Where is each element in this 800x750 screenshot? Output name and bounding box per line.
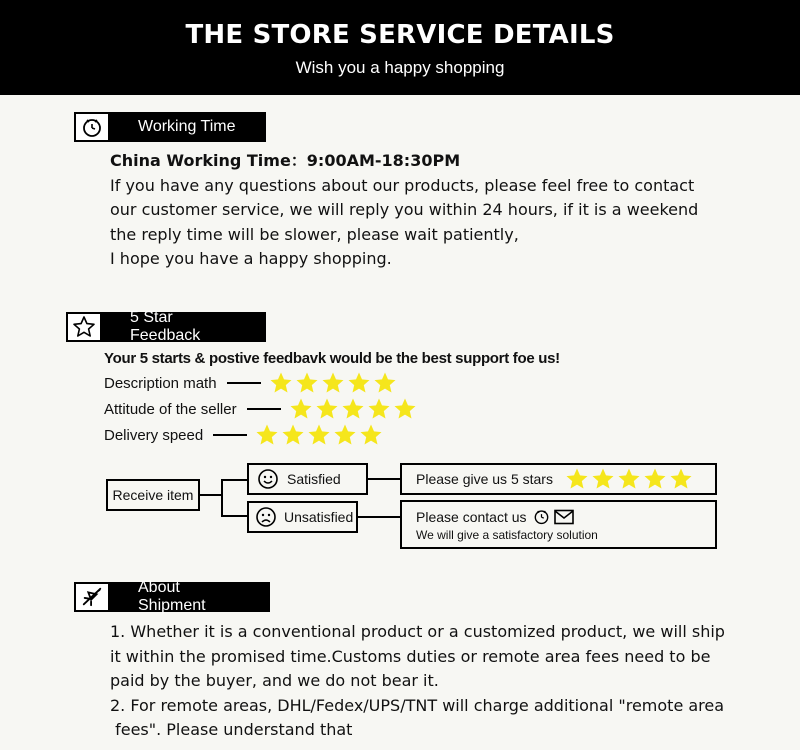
satisfied-label: Satisfied [287,471,341,487]
section-label: 5 Star Feedback [102,312,266,342]
star-icon [295,371,319,395]
page-title: THE STORE SERVICE DETAILS [185,20,615,50]
connector-line [221,479,247,481]
rating-label: Delivery speed [104,426,204,444]
star-icon [367,397,391,421]
star-rating [565,467,695,491]
contact-subtext: We will give a satisfactory solution [416,528,598,542]
rating-row [104,397,419,421]
star-icon [393,397,417,421]
star-rating [255,423,385,447]
star-icon [321,371,345,395]
star-icon [347,371,371,395]
star-icon [359,423,383,447]
star-icon [333,423,357,447]
clock-icon [74,112,110,142]
text-line: the reply time will be slower, please wait patiently, [110,224,519,244]
text-line: fees". Please understand that [110,720,353,739]
text-line: it within the promised time.Customs duties or remote area fees need to be [110,646,711,666]
satisfied-message-box [400,463,717,495]
rating-label: Attitude of the seller [104,400,237,418]
star-icon [307,423,331,447]
working-time-text [110,149,698,272]
section-label: Working Time [110,112,266,142]
star-icon [373,371,397,395]
satisfied-box [247,463,368,495]
satisfied-message: Please give us 5 stars [416,471,553,487]
page-subtitle: Wish you a happy shopping [295,58,505,77]
star-icon [315,397,339,421]
star-icon [341,397,365,421]
section-label: About Shipment [110,582,270,612]
text-line: paid by the buyer, and we do not bear it. [110,671,439,690]
star-icon [281,423,305,447]
shipment-text [110,620,725,743]
working-hours: China Working Time：9:00AM-18:30PM [110,151,461,170]
text-line: 1. Whether it is a conventional product or a customized product, we will ship [110,622,725,641]
star-outline-icon [66,312,102,342]
star-icon [255,423,279,447]
airplane-icon [74,582,110,612]
star-rating [289,397,419,421]
connector-dash [247,408,281,410]
text-line: our customer service, we will reply you within 24 hours, if it is a weekend [110,200,699,219]
connector-line [221,515,247,517]
rating-row [104,423,385,447]
text-line: I hope you have a happy shopping. [110,249,392,268]
star-icon [617,467,641,491]
connector-line [368,478,401,480]
sad-face-icon [255,506,277,528]
unsatisfied-message-box [400,500,717,549]
mail-icon [554,509,574,525]
star-rating [269,371,399,395]
connector-dash [227,382,261,384]
star-icon [269,371,293,395]
star-icon [565,467,589,491]
connector-line [221,479,223,516]
connector-dash [213,434,247,436]
star-icon [289,397,313,421]
section-header-feedback [66,309,266,344]
rating-row [104,371,399,395]
unsatisfied-box [247,501,358,533]
clock-icon [533,508,550,525]
text-line: 2. For remote areas, DHL/Fedex/UPS/TNT will charge additional "remote area [110,695,725,715]
connector-line [200,494,222,496]
star-icon [643,467,667,491]
section-header-working-time [74,112,266,142]
connector-line [358,516,401,518]
contact-message: Please contact us [416,508,527,525]
star-icon [591,467,615,491]
feedback-lead: Your 5 starts & postive feedbavk would be the best support foe us! [104,350,560,367]
unsatisfied-label: Unsatisfied [284,509,354,525]
section-header-shipment [74,579,270,614]
header-banner [0,0,800,95]
receive-item-label: Receive item [112,487,194,503]
star-icon [669,467,693,491]
smile-face-icon [257,468,279,490]
text-line: If you have any questions about our products, please feel free to contact [110,175,695,195]
rating-label: Description math [104,374,217,392]
receive-item-box [106,479,200,511]
